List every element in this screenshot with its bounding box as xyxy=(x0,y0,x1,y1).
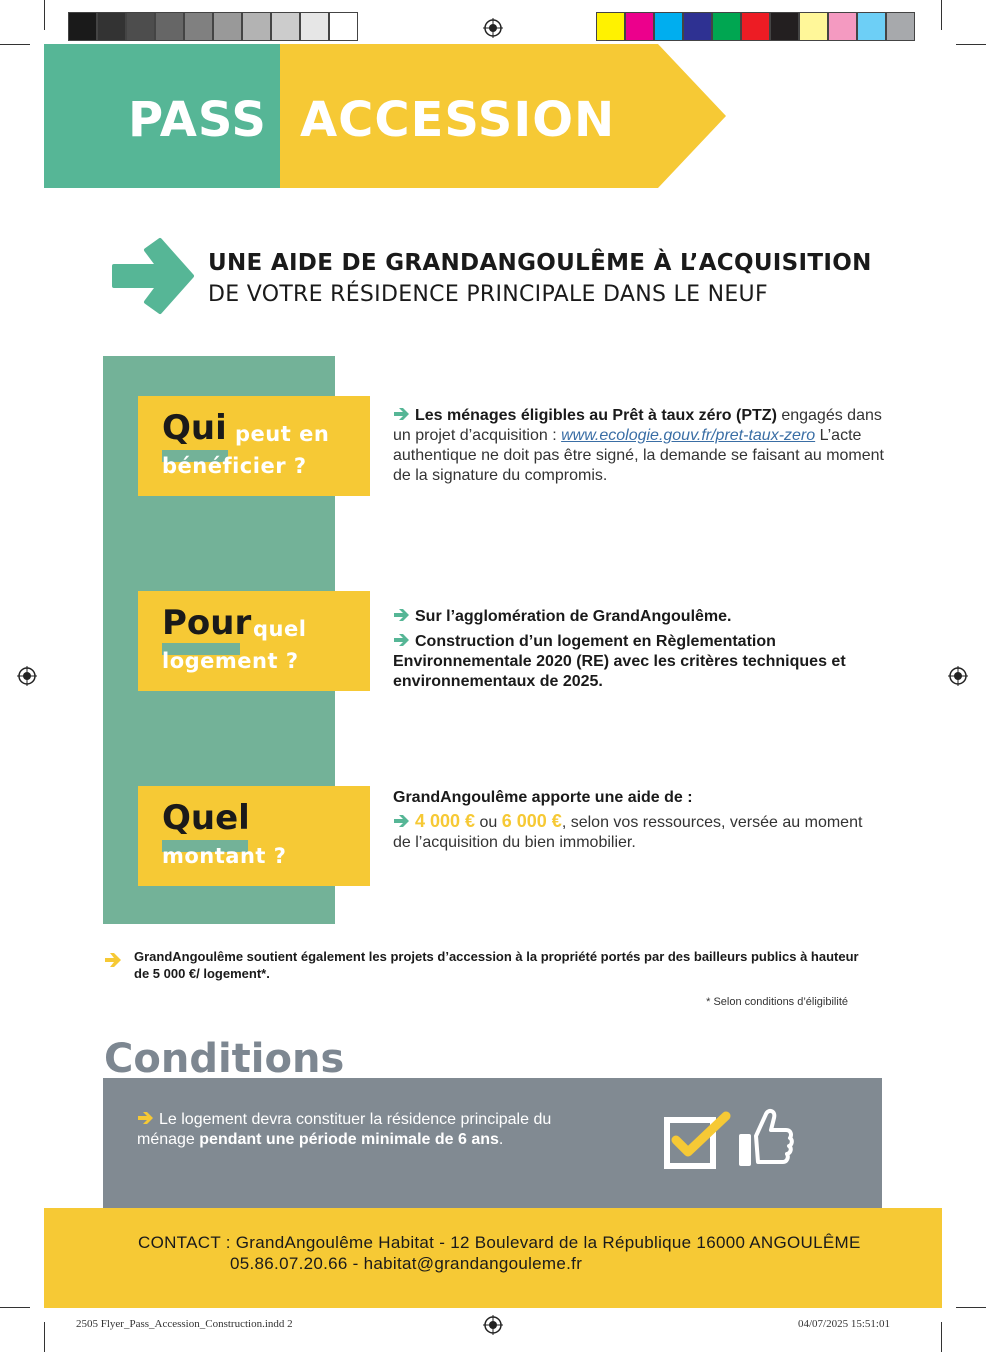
color-swatch xyxy=(886,12,915,41)
color-swatch xyxy=(799,12,828,41)
ptz-link[interactable]: www.ecologie.gouv.fr/pret-taux-zero xyxy=(561,427,816,444)
big-arrow-icon xyxy=(108,236,198,316)
header-word-pass: PASS xyxy=(128,92,267,148)
header-word-accession: ACCESSION xyxy=(300,92,616,148)
question-keyword: Pour xyxy=(162,603,252,643)
public-landlord-note: GrandAngoulême soutient également les projets d’accession à la propriété portés par des bailleurs publics à hauteur de 5 000 €/ logement*. xyxy=(134,949,859,981)
color-swatch xyxy=(741,12,770,41)
color-swatch xyxy=(683,12,712,41)
color-swatch xyxy=(97,12,126,41)
crop-mark xyxy=(0,44,30,45)
color-swatch xyxy=(857,12,886,41)
arrow-bullet-icon xyxy=(393,407,411,421)
answer-pour-item xyxy=(393,607,863,627)
question-box-quel xyxy=(138,786,370,886)
answer-quel-intro: GrandAngoulême apporte une aide de : xyxy=(393,789,693,806)
crop-mark xyxy=(44,0,45,30)
crop-mark xyxy=(941,0,942,30)
crop-mark xyxy=(941,1322,942,1352)
color-swatch xyxy=(596,12,625,41)
gray-swatch-strip xyxy=(68,12,358,42)
conditions-title: Conditions xyxy=(104,1036,345,1082)
checkbox-check-icon xyxy=(664,1110,734,1170)
intro-subheading: DE VOTRE RÉSIDENCE PRINCIPALE DANS LE NEUF xyxy=(208,282,768,307)
registration-mark-icon xyxy=(948,666,968,686)
contact-address: CONTACT : GrandAngoulême Habitat - 12 Boulevard de la République 16000 ANGOULÊME xyxy=(138,1233,861,1252)
color-swatch xyxy=(770,12,799,41)
color-swatch xyxy=(126,12,155,41)
thumbs-up-icon xyxy=(736,1106,794,1170)
color-swatch xyxy=(712,12,741,41)
question-box-qui xyxy=(138,396,370,496)
color-swatch-strip xyxy=(596,12,915,42)
arrow-bullet-icon xyxy=(393,608,411,622)
slug-filename: 2505 Flyer_Pass_Accession_Construction.indd 2 xyxy=(76,1318,293,1330)
registration-mark-icon xyxy=(483,18,503,38)
answer-pour xyxy=(393,607,863,692)
registration-mark-icon xyxy=(483,1315,503,1335)
slug-timestamp: 04/07/2025 15:51:01 xyxy=(798,1318,890,1330)
color-swatch xyxy=(68,12,97,41)
answer-quel xyxy=(393,788,863,853)
conditions-text-bold: pendant une période minimale de 6 ans xyxy=(199,1131,499,1148)
registration-mark-icon xyxy=(17,666,37,686)
color-swatch xyxy=(828,12,857,41)
color-swatch xyxy=(184,12,213,41)
answer-qui xyxy=(393,406,888,486)
question-box-pour xyxy=(138,591,370,691)
question-keyword: Qui xyxy=(162,408,227,448)
crop-mark xyxy=(956,1307,986,1308)
question-rest-line2: bénéficier ? xyxy=(162,454,307,478)
question-rest-line1: quel xyxy=(253,617,307,641)
answer-quel-amounts xyxy=(393,811,863,853)
color-swatch xyxy=(271,12,300,41)
arrow-bullet-icon xyxy=(393,633,411,647)
amount-4000: 4 000 € xyxy=(415,811,476,831)
color-swatch xyxy=(242,12,271,41)
question-rest-line1: peut en xyxy=(235,422,330,446)
color-swatch xyxy=(213,12,242,41)
color-swatch xyxy=(654,12,683,41)
color-swatch xyxy=(329,12,358,41)
intro-heading: UNE AIDE DE GRANDANGOULÊME À L’ACQUISITION xyxy=(208,250,872,276)
color-swatch xyxy=(155,12,184,41)
answer-pour-item xyxy=(393,632,863,692)
answer-pour-bullet1: Sur l’agglomération de GrandAngoulême. xyxy=(415,608,732,625)
amount-6000: 6 000 € xyxy=(501,811,562,831)
question-keyword: Quel xyxy=(162,798,250,838)
color-swatch xyxy=(625,12,654,41)
answer-qui-end: L’acte authentique ne doit pas être signé, la demande se faisant au moment de la signature du compromis. xyxy=(393,427,884,484)
conditions-text xyxy=(137,1110,607,1150)
arrow-bullet-icon xyxy=(393,814,411,828)
color-swatch xyxy=(300,12,329,41)
crop-mark xyxy=(44,1322,45,1352)
amount-or: ou xyxy=(479,814,498,831)
answer-quel-end: , selon vos ressources, versée au moment de l’acquisition du bien immobilier. xyxy=(393,814,863,851)
question-rest-line2: montant ? xyxy=(162,844,287,868)
contact-phone-email[interactable]: 05.86.07.20.66 - habitat@grandangouleme.fr xyxy=(230,1254,583,1273)
conditions-text-end: . xyxy=(498,1131,504,1148)
arrow-bullet-icon xyxy=(137,1111,155,1125)
note-arrow-icon xyxy=(103,951,123,969)
answer-qui-text: engagés dans un projet d’acquisition : xyxy=(393,407,882,444)
crop-mark xyxy=(956,44,986,45)
crop-mark xyxy=(0,1307,30,1308)
eligibility-footnote: * Selon conditions d’éligibilité xyxy=(706,996,848,1008)
question-rest-line2: logement ? xyxy=(162,649,299,673)
answer-pour-bullet2: Construction d’un logement en Règlementation Environnementale 2020 (RE) avec les critères techniques et environnementaux de 2025. xyxy=(393,633,846,690)
conditions-text-plain: Le logement devra constituer la résidence principale du ménage xyxy=(137,1111,552,1148)
answer-qui-bold: Les ménages éligibles au Prêt à taux zéro (PTZ) xyxy=(415,407,777,424)
